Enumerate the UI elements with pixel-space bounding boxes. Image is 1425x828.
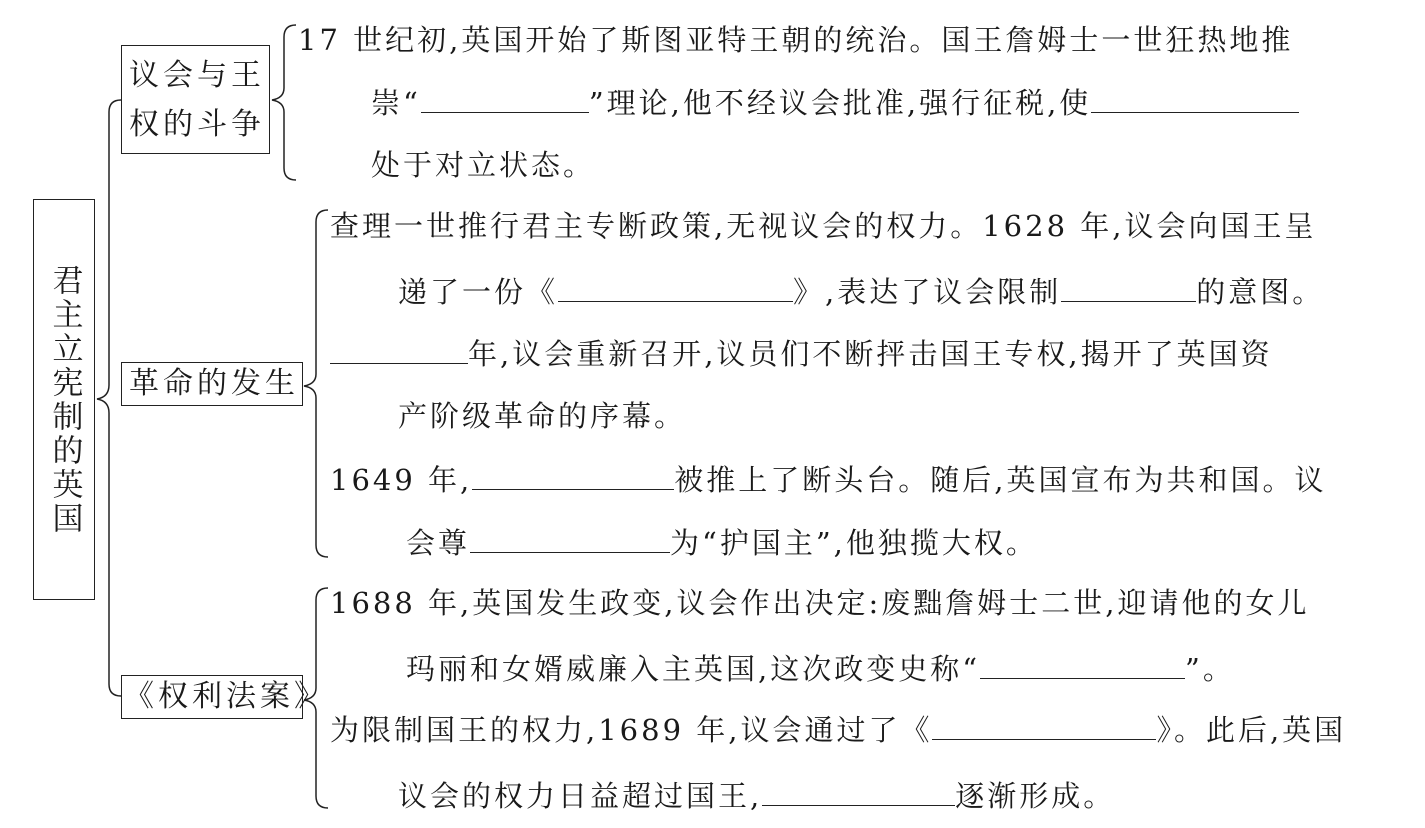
section-label-line: 权的斗争 <box>129 107 265 142</box>
fill-blank[interactable] <box>762 775 955 806</box>
text-line: 为限制国王的权力,1689 年,议会通过了《 》。此后,英国 <box>330 709 1346 750</box>
text-line: 递了一份《 》,表达了议会限制 的意图。 <box>398 271 1324 312</box>
main-brace <box>97 100 121 696</box>
text-line: 会尊 为“护国主”,他独揽大权。 <box>406 522 1038 563</box>
text-line: 玛丽和女婿威廉入主英国,这次政变史称“ ”。 <box>406 648 1235 689</box>
fill-blank[interactable] <box>980 648 1185 679</box>
fill-blank[interactable] <box>421 82 589 113</box>
text-line: 17 世纪初,英国开始了斯图亚特王朝的统治。国王詹姆士一世狂热地推 <box>298 23 1294 57</box>
text-line: 1688 年,英国发生政变,议会作出决定:废黜詹姆士二世,迎请他的女儿 <box>330 586 1310 620</box>
fill-blank[interactable] <box>932 709 1156 740</box>
fill-blank[interactable] <box>472 459 674 490</box>
main-title: 君主立宪制的英国 <box>46 263 83 536</box>
brace-section-1 <box>272 25 296 180</box>
text-line: 产阶级革命的序幕。 <box>398 399 687 433</box>
text-line: 崇“ ”理论,他不经议会批准,强行征税,使 <box>371 82 1299 123</box>
fill-blank[interactable] <box>470 522 670 553</box>
fill-blank[interactable] <box>1091 82 1299 113</box>
section-label-line: 议会与王 <box>129 58 265 93</box>
text-line: 查理一世推行君主专断政策,无视议会的权力。1628 年,议会向国王呈 <box>330 209 1317 243</box>
text-line: 处于对立状态。 <box>371 148 596 182</box>
section-label-bill-of-rights: 《权利法案》 <box>121 675 303 719</box>
text-line: 议会的权力日益超过国王, 逐渐形成。 <box>398 775 1115 816</box>
main-title-box <box>33 199 95 600</box>
text-line: 年,议会重新召开,议员们不断抨击国王专权,揭开了英国资 <box>330 333 1273 374</box>
section-label-revolution: 革命的发生 <box>121 362 303 406</box>
section-label-parliament-vs-crown <box>121 45 270 154</box>
brace-section-2 <box>304 210 328 557</box>
text-line: 1649 年, 被推上了断头台。随后,英国宣布为共和国。议 <box>330 459 1326 500</box>
fill-blank[interactable] <box>1061 271 1196 302</box>
fill-blank[interactable] <box>330 333 468 364</box>
fill-blank[interactable] <box>558 271 793 302</box>
